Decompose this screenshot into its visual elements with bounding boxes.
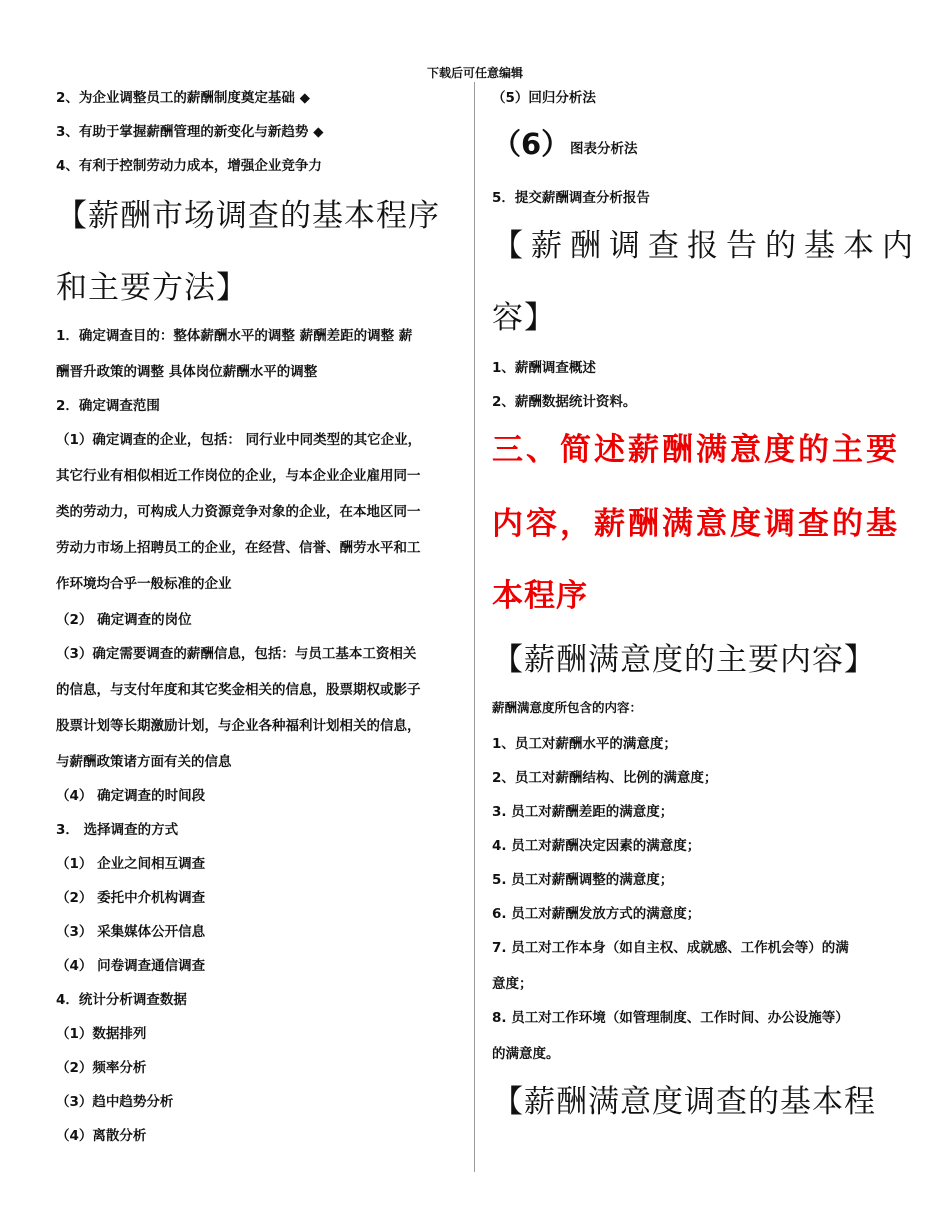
- body-line: 与薪酬政策诸方面有关的信息: [56, 754, 232, 770]
- method-item: 图表分析法: [570, 141, 638, 157]
- column-divider: [474, 82, 475, 1172]
- step-line: 5．提交薪酬调查分析报告: [492, 190, 650, 206]
- section-heading-cont: 和主要方法】: [56, 270, 248, 306]
- body-line: （3）确定需要调查的薪酬信息，包括：与员工基本工资相关: [56, 646, 417, 662]
- method-item: （5）回归分析法: [492, 90, 596, 106]
- sat-line: 意度；: [492, 976, 533, 992]
- red-title-line: 本程序: [492, 578, 588, 614]
- body-line: （1）确定调查的企业，包括： 同行业中同类型的其它企业，: [56, 432, 422, 448]
- sat-line: 5. 员工对薪酬调整的满意度；: [492, 872, 674, 888]
- intro-line: 2、为企业调整员工的薪酬制度奠定基础 ◆: [56, 90, 310, 106]
- report-item: 1、薪酬调查概述: [492, 360, 596, 376]
- page-header: 下载后可任意编辑: [426, 66, 523, 80]
- body-line: （2） 委托中介机构调查: [56, 890, 206, 906]
- body-line: 4．统计分析调查数据: [56, 992, 187, 1008]
- body-line: 2．确定调查范围: [56, 398, 160, 414]
- sat-line: 8. 员工对工作环境（如管理制度、工作时间、办公设施等）: [492, 1010, 849, 1026]
- body-line: （4） 确定调查的时间段: [56, 788, 206, 804]
- report-item: 2、薪酬数据统计资料。: [492, 394, 637, 410]
- sat-line: 的满意度。: [492, 1046, 560, 1062]
- body-line: 3． 选择调查的方式: [56, 822, 179, 838]
- body-line: 劳动力市场上招聘员工的企业，在经营、信誉、酬劳水平和工: [56, 540, 421, 556]
- body-line: 类的劳动力，可构成人力资源竞争对象的企业，在本地区同一: [56, 504, 421, 520]
- body-line: 酬晋升政策的调整 具体岗位薪酬水平的调整: [56, 364, 318, 380]
- body-line: 的信息，与支付年度和其它奖金相关的信息，股票期权或影子: [56, 682, 421, 698]
- method-item-number: （6）: [492, 127, 571, 161]
- sat-line: 4. 员工对薪酬决定因素的满意度；: [492, 838, 701, 854]
- body-line: 1．确定调查目的：整体薪酬水平的调整 薪酬差距的调整 薪: [56, 328, 413, 344]
- body-line: （4）离散分析: [56, 1128, 147, 1144]
- body-line: （4） 问卷调查通信调查: [56, 958, 206, 974]
- intro-line: 4、有利于控制劳动力成本，增强企业竞争力: [56, 158, 322, 174]
- intro-line: 3、有助于掌握薪酬管理的新变化与新趋势 ◆: [56, 124, 324, 140]
- body-line: 股票计划等长期激励计划，与企业各种福利计划相关的信息，: [56, 718, 421, 734]
- body-line: （2） 确定调查的岗位: [56, 612, 192, 628]
- sat-line: 1、员工对薪酬水平的满意度；: [492, 736, 677, 752]
- red-title-line: 三、简述薪酬满意度的主要: [492, 432, 900, 468]
- section-heading: 【薪酬调查报告的基本内: [492, 228, 921, 264]
- sat-intro: 薪酬满意度所包含的内容：: [492, 700, 643, 715]
- sat-line: 7. 员工对工作本身（如自主权、成就感、工作机会等）的满: [492, 940, 849, 956]
- body-line: （2）频率分析: [56, 1060, 147, 1076]
- section-heading: 【薪酬满意度的主要内容】: [492, 642, 876, 678]
- body-line: 其它行业有相似相近工作岗位的企业，与本企业企业雇用同一: [56, 468, 421, 484]
- sat-line: 6. 员工对薪酬发放方式的满意度；: [492, 906, 701, 922]
- body-line: （3）趋中趋势分析: [56, 1094, 174, 1110]
- body-line: （1） 企业之间相互调查: [56, 856, 206, 872]
- section-heading: 【薪酬市场调查的基本程序: [56, 198, 440, 234]
- sat-line: 3. 员工对薪酬差距的满意度；: [492, 804, 674, 820]
- body-line: （1）数据排列: [56, 1026, 147, 1042]
- body-line: （3） 采集媒体公开信息: [56, 924, 206, 940]
- red-title-line: 内容，薪酬满意度调查的基: [492, 506, 900, 542]
- section-heading-cont: 容】: [492, 300, 556, 336]
- sat-line: 2、员工对薪酬结构、比例的满意度；: [492, 770, 718, 786]
- section-heading: 【薪酬满意度调查的基本程: [492, 1084, 876, 1120]
- body-line: 作环境均合乎一般标准的企业: [56, 576, 232, 592]
